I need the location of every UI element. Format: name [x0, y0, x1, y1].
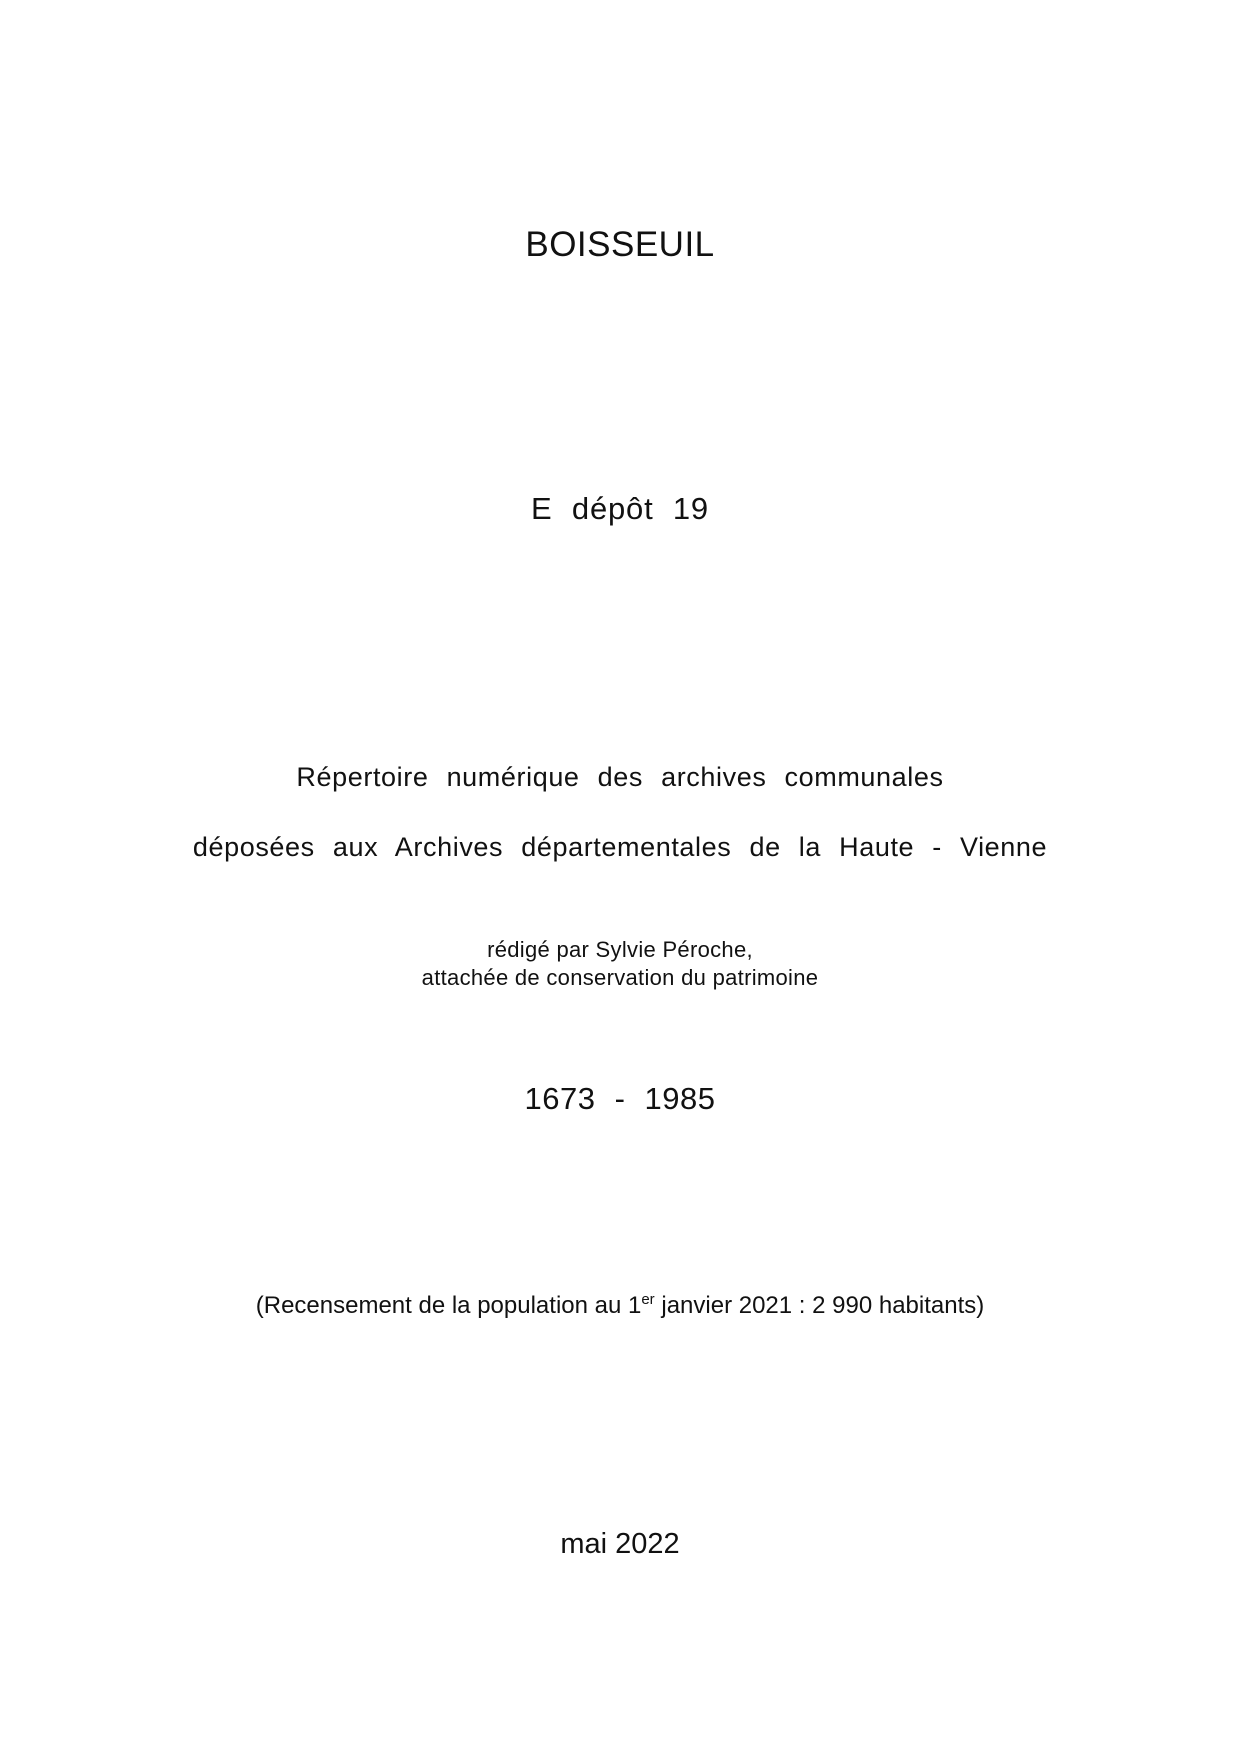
- census-superscript: er: [641, 1291, 655, 1308]
- edition-date: mai 2022: [560, 1528, 680, 1560]
- author-line-1: rédigé par Sylvie Péroche,: [487, 937, 753, 962]
- author-line-2: attachée de conservation du patrimoine: [421, 965, 819, 990]
- subtitle-line-1: Répertoire numérique des archives communales: [296, 762, 944, 792]
- subtitle-line-2: déposées aux Archives départementales de la Haute - Vienne: [192, 832, 1048, 862]
- census-suffix: janvier 2021 : 2 990 habitants): [654, 1292, 985, 1319]
- census-note: [0, 1292, 1240, 1320]
- archive-reference: E dépôt 19: [531, 491, 709, 526]
- commune-title: BOISSEUIL: [525, 225, 715, 264]
- census-prefix: (Recensement de la population au 1: [255, 1292, 642, 1319]
- date-range: 1673 - 1985: [524, 1081, 716, 1116]
